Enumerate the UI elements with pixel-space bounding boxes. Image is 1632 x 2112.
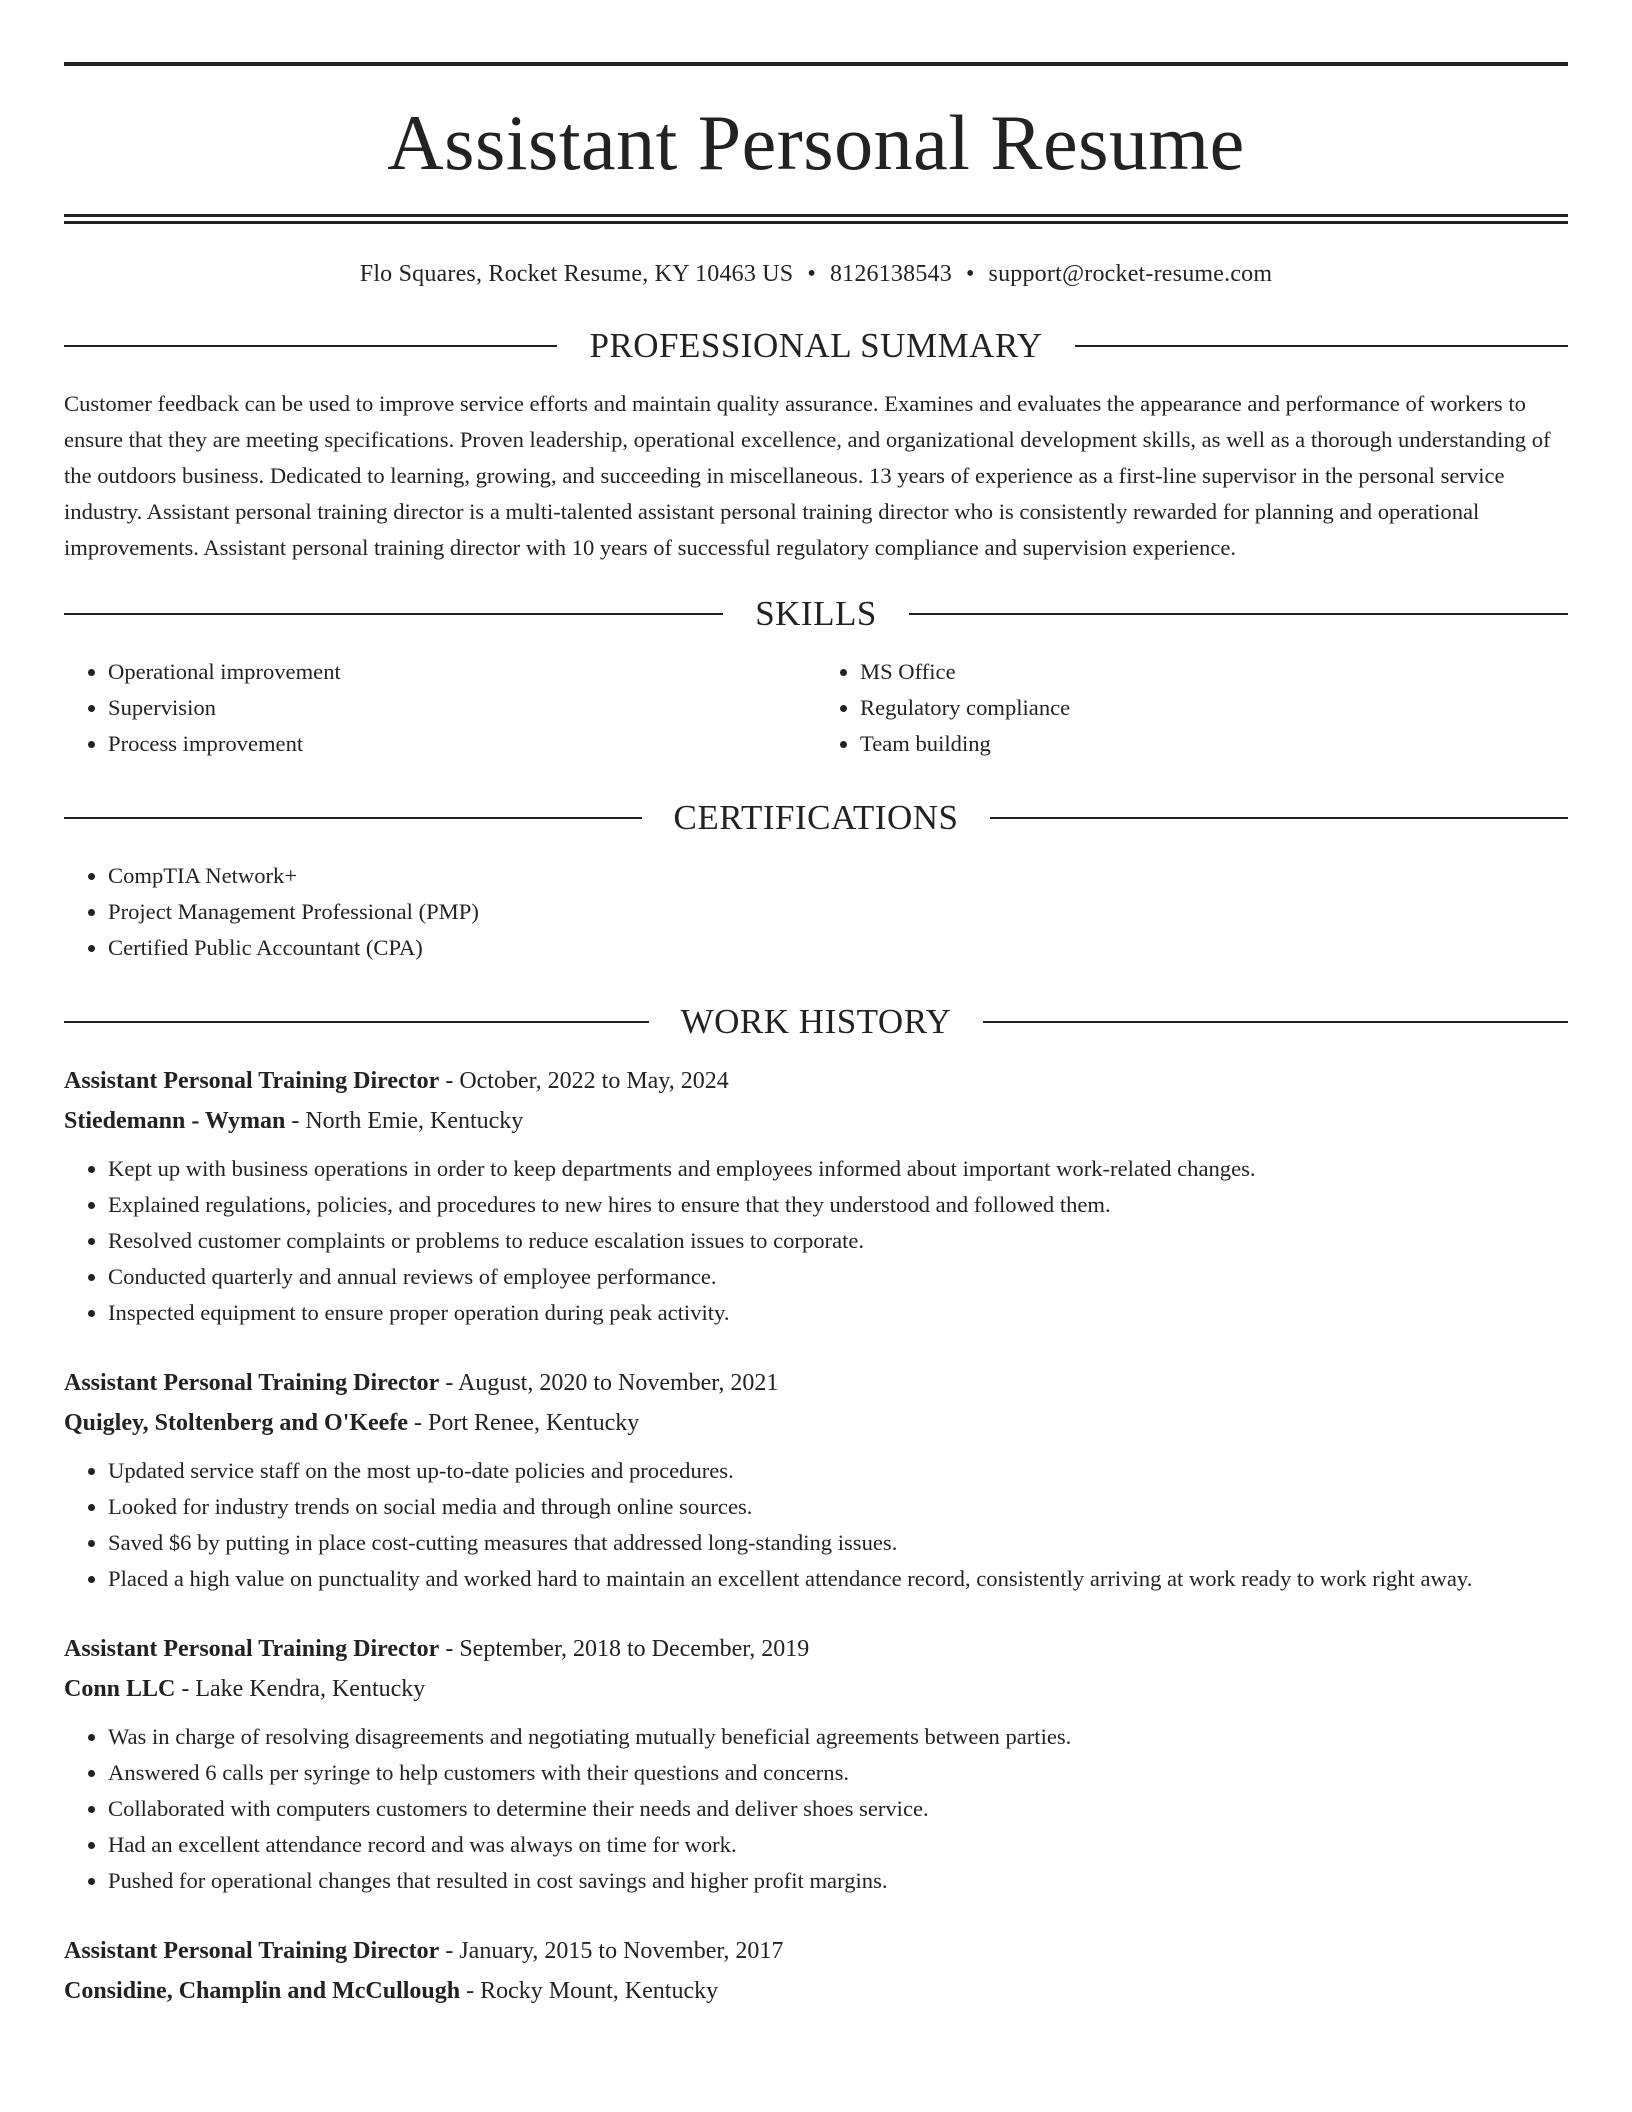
skills-list <box>64 654 1568 762</box>
skill-item: • Supervision <box>108 690 816 726</box>
summary-heading-label: PROFESSIONAL SUMMARY <box>589 326 1043 365</box>
work-history-heading-label: WORK HISTORY <box>680 1002 952 1041</box>
job-bullet: • Had an excellent attendance record and was always on time for work. <box>108 1827 1568 1863</box>
contact-line <box>64 261 1568 288</box>
certification-item: • Project Management Professional (PMP) <box>108 894 1568 930</box>
heading-rule-right <box>1075 345 1568 347</box>
job-location: - Port Renee, Kentucky <box>407 1410 640 1436</box>
job-location: - North Emie, Kentucky <box>285 1108 524 1134</box>
skill-item: • Process improvement <box>108 726 816 762</box>
job-location: - Rocky Mount, Kentucky <box>460 1978 719 2004</box>
certification-item: • Certified Public Accountant (CPA) <box>108 930 1568 966</box>
job-entry <box>64 1931 1568 2011</box>
title-double-rule <box>64 214 1568 224</box>
job-bullet: • Saved $6 by putting in place cost-cutting measures that addressed long-standing issues. <box>108 1525 1568 1561</box>
job-company: Stiedemann - Wyman <box>64 1108 286 1134</box>
certifications-heading-label: CERTIFICATIONS <box>673 798 959 837</box>
job-bullet: • Kept up with business operations in order to keep departments and employees informed about important work-related changes. <box>108 1151 1568 1187</box>
job-company: Considine, Champlin and McCullough <box>64 1978 461 2004</box>
contact-address: Flo Squares, Rocket Resume, KY 10463 US <box>359 261 794 287</box>
summary-text: Customer feedback can be used to improve service efforts and maintain quality assurance. Examines and evaluates the appearance and performance of workers to ensure that they are meeting specifications. Proven leadership, operational excellence, and organizational development skills, as well as a thorough understanding of the outdoors business. Dedicated to learning, growing, and succeeding in miscellaneous. 13 years of experience as a first-line supervisor in the personal service industry. Assistant personal training director is a multi-talented assistant personal training director who is consistently rewarded for planning and operational improvements. Assistant personal training director with 10 years of successful regulatory compliance and supervision experience. <box>64 391 1551 560</box>
certification-item: • CompTIA Network+ <box>108 858 1568 894</box>
job-title: Assistant Personal Training Director <box>64 1938 440 1964</box>
job-title-line <box>64 1931 1568 1971</box>
job-bullet: • Inspected equipment to ensure proper operation during peak activity. <box>108 1295 1568 1331</box>
contact-separator: • <box>965 261 975 287</box>
job-company-line <box>64 1101 1568 1141</box>
job-company-line <box>64 1971 1568 2011</box>
job-dates: - August, 2020 to November, 2021 <box>439 1370 779 1396</box>
skills-heading <box>64 596 1568 631</box>
contact-separator: • <box>807 261 816 287</box>
skill-item: • MS Office <box>860 654 1568 690</box>
heading-rule-left <box>64 1021 649 1023</box>
job-bullet: • Conducted quarterly and annual reviews of employee performance. <box>108 1259 1568 1295</box>
skill-item: • Team building <box>860 726 1568 762</box>
job-bullet: • Updated service staff on the most up-to-date policies and procedures. <box>108 1453 1568 1489</box>
skill-item: • Operational improvement <box>108 654 816 690</box>
job-title-line <box>64 1061 1568 1101</box>
skills-column-right <box>816 654 1568 762</box>
top-rule <box>64 62 1568 66</box>
job-bullet: • Explained regulations, policies, and procedures to new hires to ensure that they understood and followed them. <box>108 1187 1568 1223</box>
job-bullet: • Placed a high value on punctuality and worked hard to maintain an excellent attendance record, consistently arriving at work ready to work right away. <box>108 1561 1568 1597</box>
resume-title: Assistant Personal Resume <box>387 99 1245 186</box>
heading-rule-right <box>983 1021 1568 1023</box>
job-dates: - September, 2018 to December, 2019 <box>439 1636 810 1662</box>
work-history-heading <box>64 1004 1568 1039</box>
job-title: Assistant Personal Training Director <box>64 1370 440 1396</box>
contact-phone: 8126138543 <box>829 261 952 287</box>
skills-column-left <box>64 654 816 762</box>
job-company-line <box>64 1669 1568 1709</box>
job-dates: - January, 2015 to November, 2017 <box>439 1938 784 1964</box>
certifications-list <box>64 858 1568 966</box>
heading-rule-right <box>990 817 1568 819</box>
contact-email: support@rocket-resume.com <box>988 261 1273 287</box>
job-entry <box>64 1629 1568 1899</box>
job-bullets <box>64 1453 1568 1597</box>
job-bullet: • Collaborated with computers customers to determine their needs and deliver shoes service. <box>108 1791 1568 1827</box>
job-title-line <box>64 1629 1568 1669</box>
heading-rule-left <box>64 345 557 347</box>
job-bullets <box>64 1719 1568 1899</box>
job-dates: - October, 2022 to May, 2024 <box>439 1068 729 1094</box>
job-location: - Lake Kendra, Kentucky <box>175 1676 426 1702</box>
job-company: Conn LLC <box>64 1676 176 1702</box>
job-bullets <box>64 1151 1568 1331</box>
heading-rule-left <box>64 817 642 819</box>
heading-rule-right <box>909 613 1568 615</box>
resume-page <box>64 0 1568 2011</box>
job-company: Quigley, Stoltenberg and O'Keefe <box>64 1410 408 1436</box>
job-entry <box>64 1061 1568 1331</box>
job-title-line <box>64 1363 1568 1403</box>
job-bullet: • Resolved customer complaints or problems to reduce escalation issues to corporate. <box>108 1223 1568 1259</box>
job-bullet: • Answered 6 calls per syringe to help customers with their questions and concerns. <box>108 1755 1568 1791</box>
job-bullet: • Pushed for operational changes that resulted in cost savings and higher profit margins. <box>108 1863 1568 1899</box>
job-company-line <box>64 1403 1568 1443</box>
job-bullet: • Was in charge of resolving disagreements and negotiating mutually beneficial agreements between parties. <box>108 1719 1568 1755</box>
certifications-heading <box>64 800 1568 835</box>
heading-rule-left <box>64 613 723 615</box>
job-title: Assistant Personal Training Director <box>64 1068 440 1094</box>
job-title: Assistant Personal Training Director <box>64 1636 440 1662</box>
job-entry <box>64 1363 1568 1597</box>
job-bullet: • Looked for industry trends on social media and through online sources. <box>108 1489 1568 1525</box>
summary-heading <box>64 328 1568 363</box>
skills-heading-label: SKILLS <box>755 594 877 633</box>
skill-item: • Regulatory compliance <box>860 690 1568 726</box>
